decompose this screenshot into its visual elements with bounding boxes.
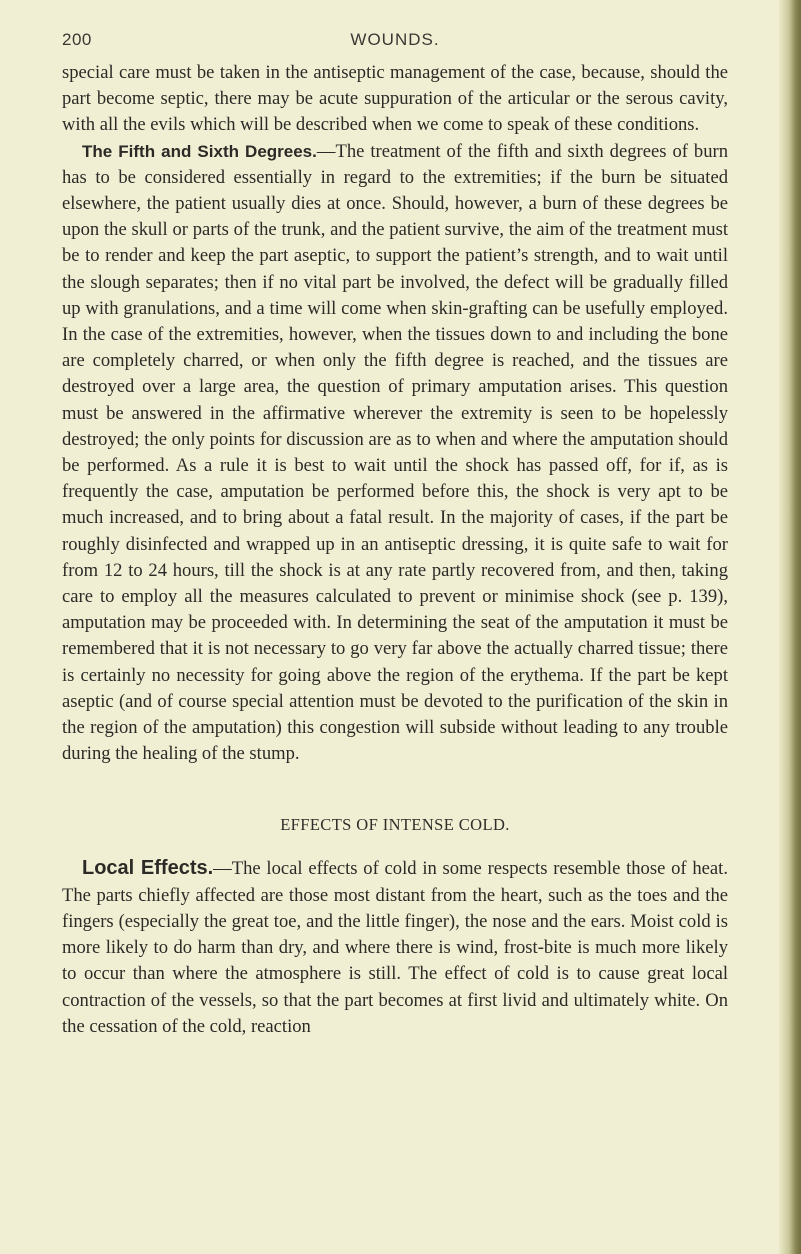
paragraph-fifth-sixth-degrees <box>62 139 728 768</box>
paragraph-continued <box>62 60 728 139</box>
running-header <box>62 26 728 58</box>
paragraph-text: —The treatment of the fifth and sixth degrees of burn has to be considered essentially in regard to the extremities; if the burn be situated elsewhere, the patient usually dies at once. Should, however, a burn of these degrees be upon the skull or parts of the trunk, and the patient survive, the aim of the treatment must be to render and keep the part aseptic, to support the patient’s strength, and to wait until the slough separates; then if no vital part be involved, the defect will be gradually filled up with granulations, and a time will come when skin-grafting can be usefully employed. In the case of the extremities, however, when the tissues down to and including the bone are completely charred, or when only the fifth degree is reached, and the tissues are destroyed over a large area, the question of primary amputation arises. This question must be answered in the affirmative wherever the extremity is seen to be hopelessly destroyed; the only points for discussion are as to when and where the amputation should be performed. As a rule it is best to wait until the shock has passed off, for if, as is frequently the case, amputation be performed before this, the shock is very apt to be much increased, and to bring about a fatal result. In the majority of cases, if the part be roughly disinfected and wrapped up in an antiseptic dressing, it is quite safe to wait for from 12 to 24 hours, till the shock is at any rate partly recovered from, and then, taking care to employ all the measures calculated to prevent or minimise shock (see p. 139), amputation may be proceeded with. In determining the seat of the amputation it must be remembered that it is not necessary to go very far above the actually charred tissue; there is certainly no necessity for going above the region of the erythema. If the part be kept aseptic (and of course special attention must be devoted to the purification of the skin in the region of the amputation) this congestion will subside without leading to any trouble during the healing of the stump. <box>62 140 728 765</box>
running-title: WOUNDS. <box>350 30 440 49</box>
paragraph-local-effects <box>62 855 728 1039</box>
paragraph-text: —The local effects of cold in some respects resemble those of heat. The parts chiefly affected are those most distant from the heart, such as the toes and the fingers (especially the great toe, and the little finger), the nose and the ears. Moist cold is more likely to do harm than dry, and where there is wind, frost-bite is much more likely to occur than where the atmosphere is still. The effect of cold is to cause great local contraction of the vessels, so that the part becomes at first livid and ultimately white. On the cessation of the cold, reaction <box>62 858 728 1037</box>
page-number: 200 <box>62 30 92 49</box>
book-page <box>62 26 728 1040</box>
paragraph-text: special care must be taken in the antiseptic management of the case, because, should the part become septic, there may be acute suppuration of the articular or the serous cavity, with all the evils which will be described when we come to speak of these conditions. <box>62 62 728 136</box>
run-in-heading: The Fifth and Sixth Degrees. <box>82 141 317 161</box>
body-text <box>62 60 728 1040</box>
section-heading: EFFECTS OF INTENSE COLD. <box>280 815 510 835</box>
page-edge-shadow <box>779 0 801 1254</box>
run-in-heading: Local Effects. <box>82 857 214 880</box>
